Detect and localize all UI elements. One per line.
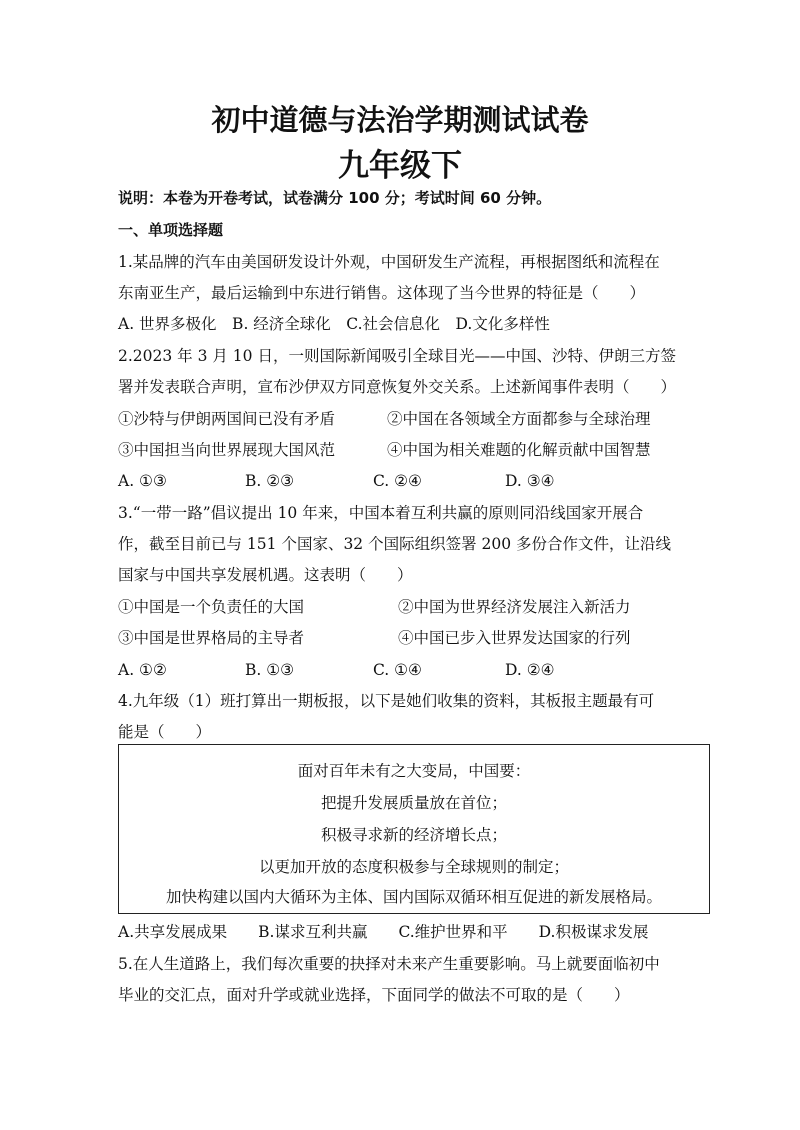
question-3-statement-1: ①中国是一个负责任的大国 bbox=[118, 598, 305, 616]
question-2-statement-4: ④中国为相关难题的化解贡献中国智慧 bbox=[387, 441, 651, 459]
material-line: 面对百年未有之大变局，中国要： bbox=[297, 762, 531, 780]
question-4-options: A.共享发展成果 B.谋求互利共赢 C.维护世界和平 D.积极谋求发展 bbox=[118, 923, 649, 941]
question-3-option-b: B. ①③ bbox=[245, 661, 295, 679]
material-line: 以更加开放的态度积极参与全球规则的制定； bbox=[258, 858, 569, 876]
question-3-option-a: A. ①② bbox=[118, 661, 167, 679]
page-subtitle: 九年级下 bbox=[338, 148, 462, 184]
question-2-line-2: 署并发表联合声明，宣布沙伊双方同意恢复外交关系。上述新闻事件表明（ ） bbox=[118, 378, 677, 396]
question-3-line-3: 国家与中国共享发展机遇。这表明（ ） bbox=[118, 566, 413, 584]
question-2-line-1: 2.2023 年 3 月 10 日，一则国际新闻吸引全球目光——中国、沙特、伊朗三方签 bbox=[118, 347, 676, 365]
question-5-line-1: 5.在人生道路上，我们每次重要的抉择对未来产生重要影响。马上就要面临初中 bbox=[118, 955, 660, 973]
question-1-options: A. 世界多极化 B. 经济全球化 C.社会信息化 D.文化多样性 bbox=[118, 315, 550, 333]
question-4-line-2: 能是（ ） bbox=[118, 723, 212, 741]
question-5-line-2: 毕业的交汇点，面对升学或就业选择，下面同学的做法不可取的是（ ） bbox=[118, 986, 630, 1004]
question-3-statement-2: ②中国为世界经济发展注入新活力 bbox=[398, 598, 631, 616]
question-2-statement-1: ①沙特与伊朗两国间已没有矛盾 bbox=[118, 410, 336, 428]
question-3-option-c: C. ①④ bbox=[373, 661, 422, 679]
material-box bbox=[118, 744, 710, 914]
question-1-line-1: 1.某品牌的汽车由美国研发设计外观，中国研发生产流程，再根据图纸和流程在 bbox=[118, 253, 660, 271]
question-3-line-2: 作，截至目前已与 151 个国家、32 个国际组织签署 200 多份合作文件，让沿线 bbox=[118, 535, 672, 553]
question-2-option-b: B. ②③ bbox=[245, 472, 295, 490]
question-3-statement-4: ④中国已步入世界发达国家的行列 bbox=[398, 629, 631, 647]
question-3-option-d: D. ②④ bbox=[505, 661, 555, 679]
question-2-option-d: D. ③④ bbox=[505, 472, 555, 490]
question-1-line-2: 东南亚生产，最后运输到中东进行销售。这体现了当今世界的特征是（ ） bbox=[118, 284, 646, 302]
question-2-statement-3: ③中国担当向世界展现大国风范 bbox=[118, 441, 336, 459]
page-title: 初中道德与法治学期测试试卷 bbox=[211, 103, 589, 137]
exam-note: 说明：本卷为开卷考试，试卷满分 100 分；考试时间 60 分钟。 bbox=[118, 189, 552, 207]
material-line: 积极寻求新的经济增长点； bbox=[320, 826, 507, 844]
question-2-statement-2: ②中国在各领域全方面都参与全球治理 bbox=[387, 410, 651, 428]
question-3-statement-3: ③中国是世界格局的主导者 bbox=[118, 629, 305, 647]
material-line: 把提升发展质量放在首位； bbox=[320, 794, 507, 812]
material-line: 加快构建以国内大循环为主体、国内国际双循环相互促进的新发展格局。 bbox=[165, 888, 662, 906]
question-2-option-c: C. ②④ bbox=[373, 472, 422, 490]
section-heading: 一、单项选择题 bbox=[118, 221, 224, 239]
question-2-option-a: A. ①③ bbox=[118, 472, 167, 490]
question-4-line-1: 4.九年级（1）班打算出一期板报，以下是她们收集的资料，其板报主题最有可 bbox=[118, 692, 655, 710]
question-3-line-1: 3.“一带一路”倡议提出 10 年来，中国本着互利共赢的原则同沿线国家开展合 bbox=[118, 504, 644, 522]
